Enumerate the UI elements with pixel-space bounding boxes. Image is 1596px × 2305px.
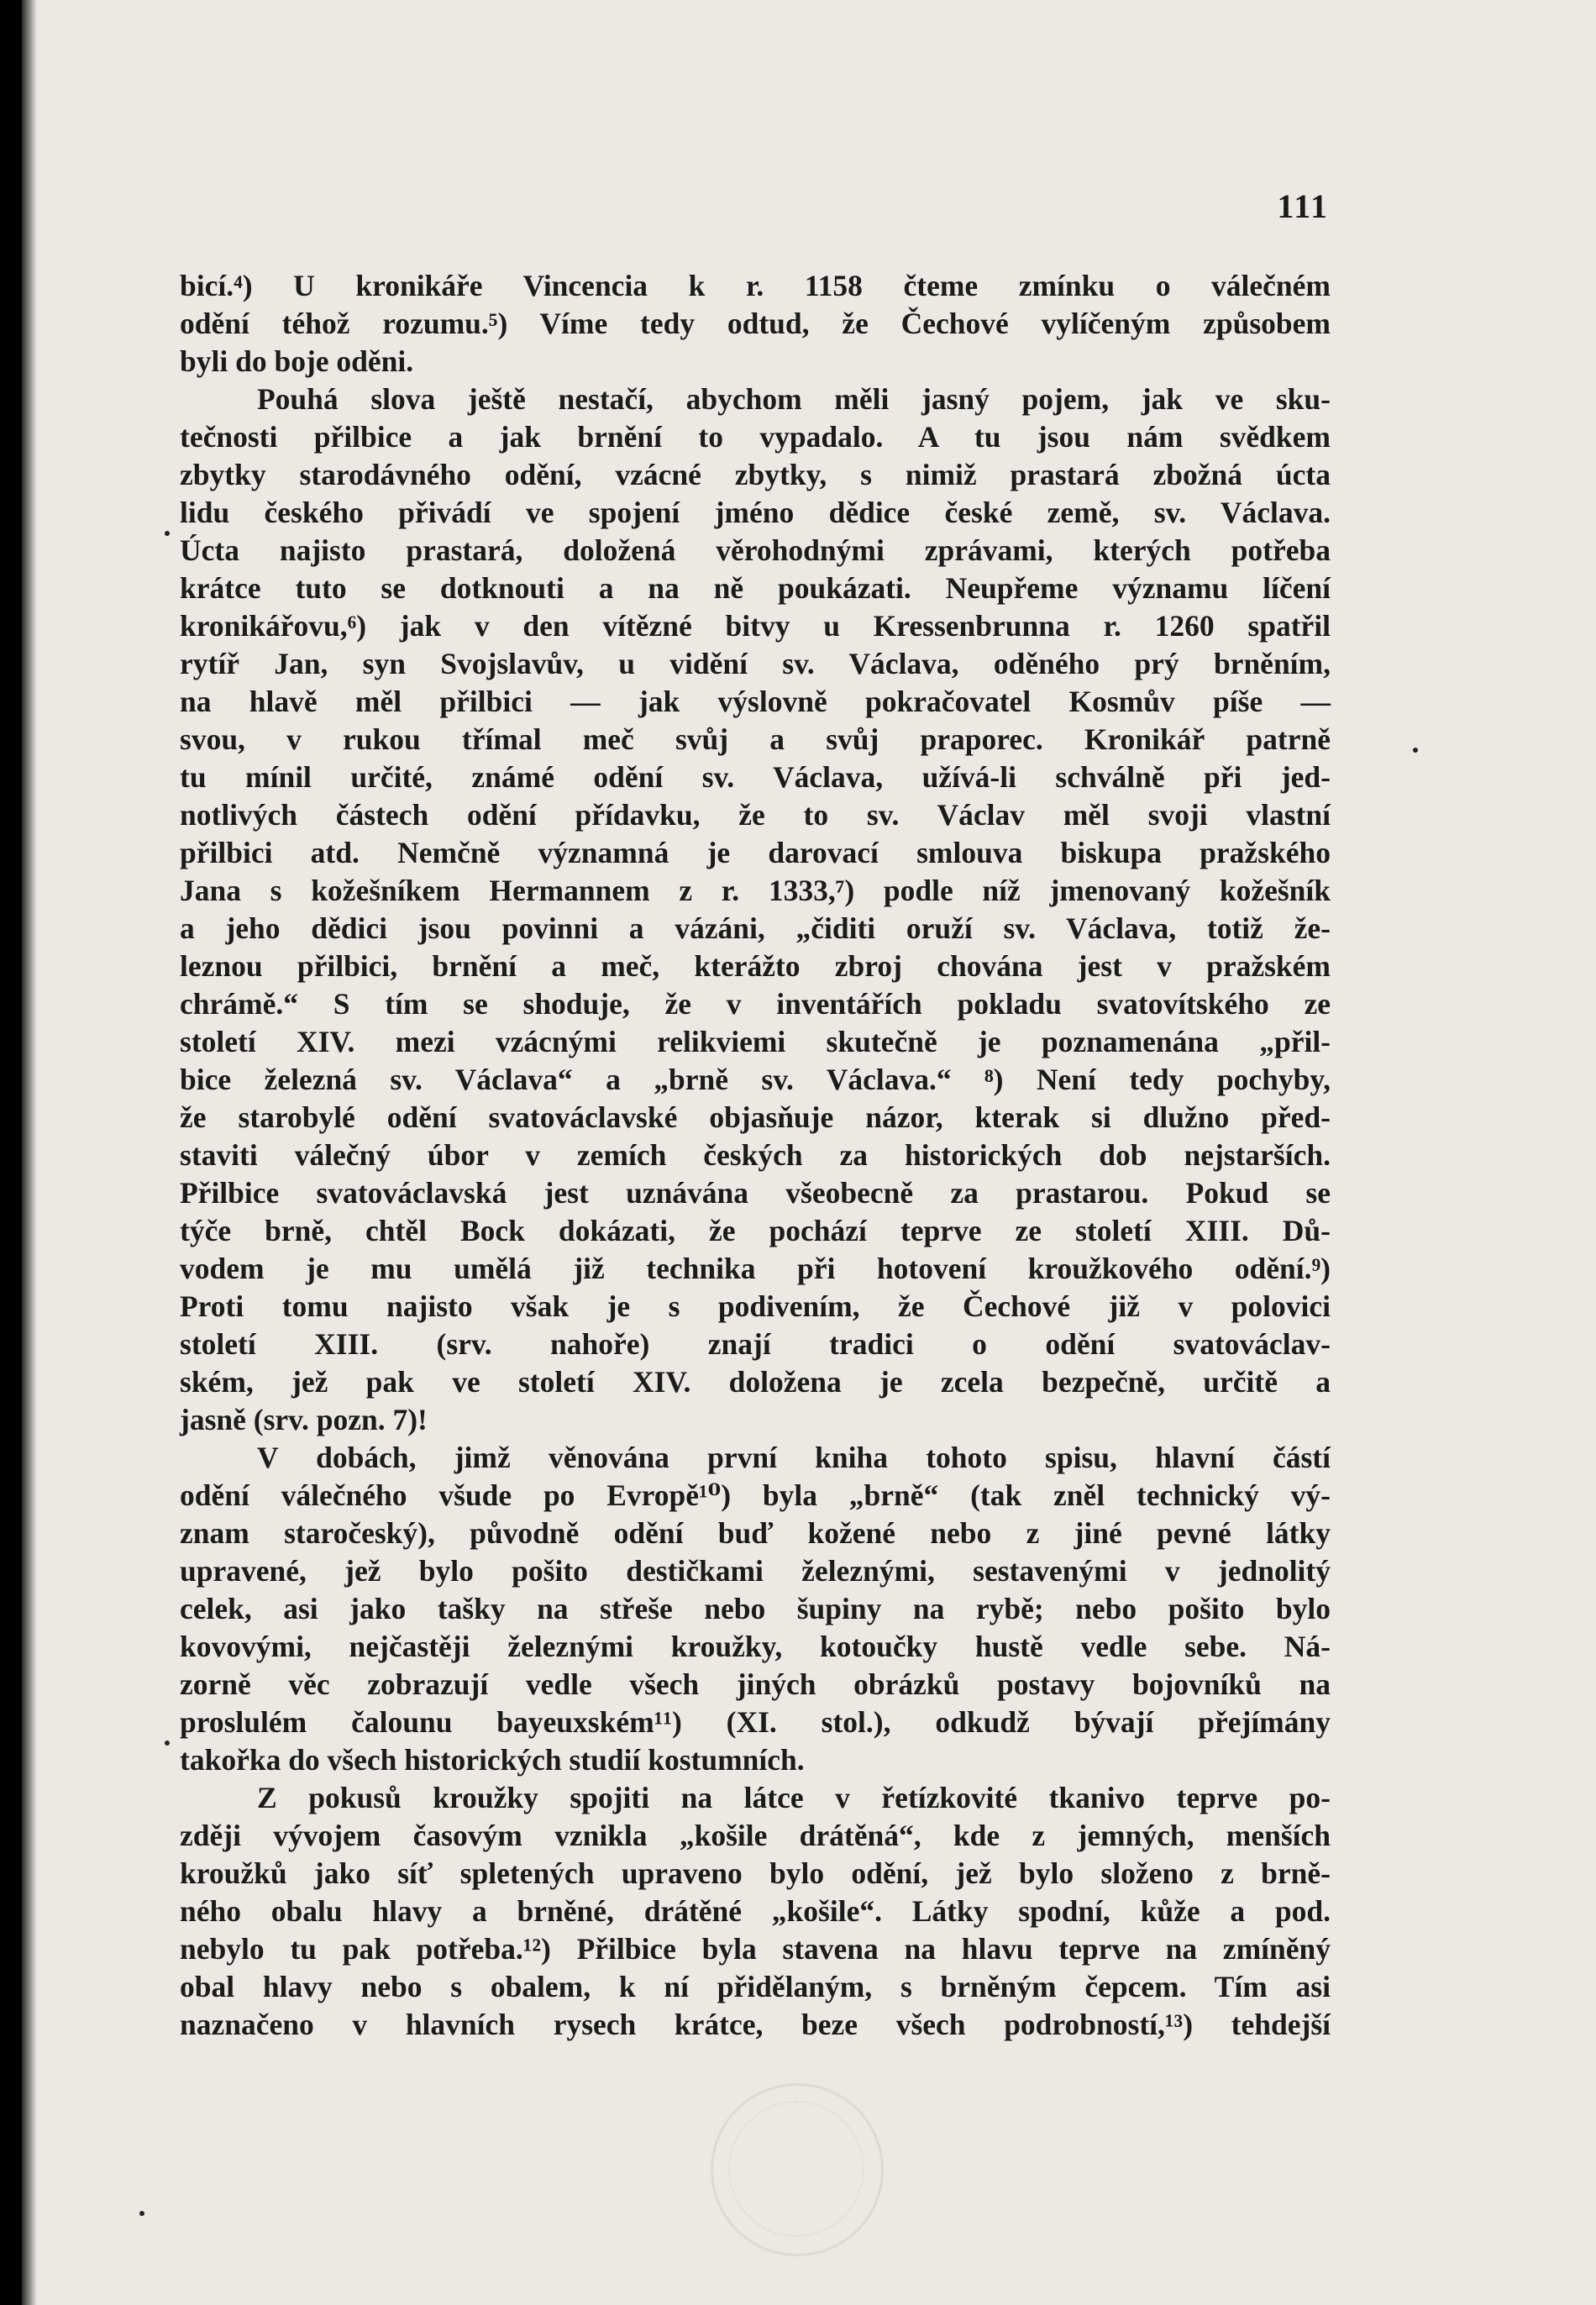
text-line: ském, jež pak ve století XIV. doložena je zcela bezpečně, určitě a bbox=[180, 1365, 1331, 1399]
text-line: vodem je mu umělá již technika při hotovení kroužkového odění.⁹) bbox=[180, 1252, 1331, 1285]
text-line: rytíř Jan, syn Svojslavův, u vidění sv. Václava, oděného prý brněním, bbox=[180, 647, 1331, 680]
body-text bbox=[180, 267, 1331, 2044]
text-line: Jana s kožešníkem Hermannem z r. 1333,⁷) podle níž jmenovaný kožešník bbox=[180, 874, 1331, 907]
text-line: celek, asi jako tašky na střeše nebo šupiny na rybě; nebo pošito bylo bbox=[180, 1592, 1331, 1625]
margin-mark bbox=[139, 2211, 144, 2216]
text-line: Z pokusů kroužky spojiti na látce v řetízkovité tkanivo teprve po- bbox=[257, 1781, 1331, 1814]
text-line: chrámě.“ S tím se shoduje, že v inventářích pokladu svatovítského ze bbox=[180, 987, 1331, 1021]
text-line: zději vývojem časovým vznikla „košile drátěná“, kde z jemných, menších bbox=[180, 1819, 1331, 1852]
page-number: 111 bbox=[1277, 187, 1329, 225]
text-line: obal hlavy nebo s obalem, k ní přidělaným, s brněným čepcem. Tím asi bbox=[180, 1970, 1331, 2003]
text-line: staviti válečný úbor v zemích českých za historických dob nejstarších. bbox=[180, 1138, 1331, 1172]
text-line: zbytky starodávného odění, vzácné zbytky, s nimiž prastará zbožná úcta bbox=[180, 458, 1331, 491]
text-line: Pouhá slova ještě nestačí, abychom měli jasný pojem, jak ve sku- bbox=[257, 382, 1331, 416]
text-line: přilbici atd. Nemčně významná je darovací smlouva biskupa pražského bbox=[180, 836, 1331, 869]
text-line: odění válečného všude po Evropě¹⁰) byla „brně“ (tak zněl technický vý- bbox=[180, 1478, 1331, 1512]
text-line: Proti tomu najisto však je s podivením, že Čechové již v polovici bbox=[180, 1289, 1331, 1323]
text-line: svou, v rukou třímal meč svůj a svůj praporec. Kronikář patrně bbox=[180, 722, 1331, 756]
text-line: naznačeno v hlavních rysech krátce, beze všech podrobností,¹³) tehdejší bbox=[180, 2008, 1331, 2041]
text-line: na hlavě měl přilbici — jak výslovně pokračovatel Kosmův píše — bbox=[180, 685, 1331, 718]
margin-mark bbox=[165, 531, 170, 536]
text-line: takořka do všech historických studií kostumních. bbox=[180, 1743, 805, 1777]
text-line: kronikářovu,⁶) jak v den vítězné bitvy u Kressenbrunna r. 1260 spatřil bbox=[180, 609, 1331, 643]
text-line: týče brně, chtěl Bock dokázati, že pochází teprve ze století XIII. Dů- bbox=[180, 1214, 1331, 1247]
text-line: Přilbice svatováclavská jest uznávána všeobecně za prastarou. Pokud se bbox=[180, 1176, 1331, 1210]
text-line: kovovými, nejčastěji železnými kroužky, kotoučky hustě vedle sebe. Ná- bbox=[180, 1630, 1331, 1663]
text-line: proslulém čalounu bayeuxském¹¹) (XI. stol.), odkudž bývají přejímány bbox=[180, 1705, 1331, 1739]
text-line: Úcta najisto prastará, doložená věrohodnými zprávami, kterých potřeba bbox=[180, 533, 1331, 567]
book-page bbox=[22, 0, 1596, 2305]
text-line: bice železná sv. Václava“ a „brně sv. Václava.“ ⁸) Není tedy pochyby, bbox=[180, 1063, 1331, 1096]
text-line: že starobylé odění svatováclavské objasňuje názor, kterak si dlužno před- bbox=[180, 1100, 1331, 1134]
text-line: V dobách, jimž věnována první kniha tohoto spisu, hlavní částí bbox=[257, 1441, 1331, 1474]
text-line: století XIII. (srv. nahoře) znají tradici o odění svatováclav- bbox=[180, 1327, 1331, 1361]
margin-mark bbox=[165, 1741, 170, 1746]
text-line: lidu českého přivádí ve spojení jméno dědice české země, sv. Václava. bbox=[180, 496, 1331, 529]
text-line: upravené, jež bylo pošito destičkami železnými, sestavenými v jednolitý bbox=[180, 1554, 1331, 1588]
library-stamp-watermark bbox=[711, 2083, 884, 2256]
text-line: byli do boje oděni. bbox=[180, 344, 414, 378]
text-line: nebylo tu pak potřeba.¹²) Přilbice byla stavena na hlavu teprve na zmíněný bbox=[180, 1932, 1331, 1966]
text-line: znam staročeský), původně odění buď kožené nebo z jiné pevné látky bbox=[180, 1516, 1331, 1550]
text-line: bicí.⁴) U kronikáře Vincencia k r. 1158 čteme zmínku o válečném bbox=[180, 269, 1331, 302]
page-gutter-shadow bbox=[22, 0, 37, 2305]
text-line: zorně věc zobrazují vedle všech jiných obrázků postavy bojovníků na bbox=[180, 1667, 1331, 1701]
text-line: tu mínil určité, známé odění sv. Václava, užívá-li schválně při jed- bbox=[180, 760, 1331, 794]
margin-mark bbox=[1413, 748, 1418, 753]
text-line: leznou přilbici, brnění a meč, kterážto zbroj chována jest v pražském bbox=[180, 949, 1331, 983]
text-line: jasně (srv. pozn. 7)! bbox=[180, 1403, 428, 1436]
text-line: tečnosti přilbice a jak brnění to vypadalo. A tu jsou nám svědkem bbox=[180, 420, 1331, 454]
text-line: notlivých částech odění přídavku, že to sv. Václav měl svoji vlastní bbox=[180, 798, 1331, 832]
text-line: a jeho dědici jsou povinni a vázáni, „čiditi oruží sv. Václava, totiž že- bbox=[180, 911, 1331, 945]
text-line: ného obalu hlavy a brněné, drátěné „košile“. Látky spodní, kůže a pod. bbox=[180, 1894, 1331, 1928]
text-line: odění téhož rozumu.⁵) Víme tedy odtud, že Čechové vylíčeným způsobem bbox=[180, 307, 1331, 340]
text-line: krátce tuto se dotknouti a na ně poukázati. Neupřeme významu líčení bbox=[180, 571, 1331, 605]
text-line: kroužků jako síť spletených upraveno bylo odění, jež bylo složeno z brně- bbox=[180, 1856, 1331, 1890]
text-line: století XIV. mezi vzácnými relikviemi skutečně je poznamenána „přil- bbox=[180, 1025, 1331, 1058]
